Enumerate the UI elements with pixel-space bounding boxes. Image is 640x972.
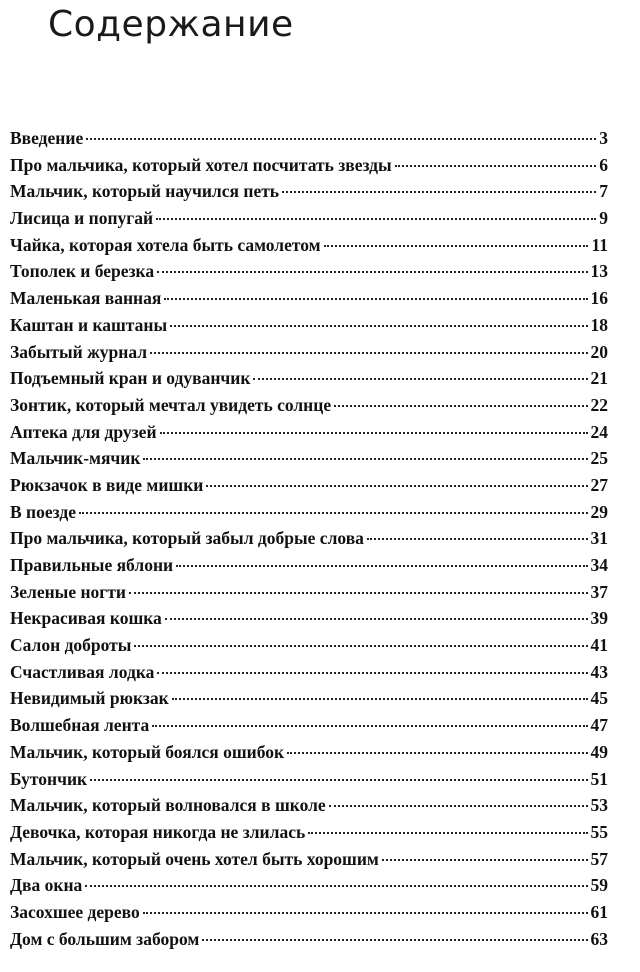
dot-leader	[308, 832, 587, 834]
toc-entry-title: Счастливая лодка	[10, 661, 155, 682]
dot-leader	[157, 271, 587, 273]
toc-entry-page-number: 53	[590, 795, 608, 816]
toc-entry	[10, 712, 608, 739]
toc-entry-title: Аптека для друзей	[10, 421, 157, 442]
toc-entry-title: Забытый журнал	[10, 341, 148, 362]
toc-entry-page-number: 9	[599, 208, 608, 229]
toc-entry-page-number: 3	[599, 128, 608, 148]
dot-leader	[86, 138, 596, 140]
toc-entry-page-number: 18	[590, 314, 608, 335]
toc-entry-title: Мальчик-мячик	[10, 448, 141, 469]
toc-entry-title: Введение	[10, 128, 84, 148]
toc-entry-title: Подъемный кран и одуванчик	[10, 368, 251, 389]
toc-entry-page-number: 34	[590, 555, 608, 575]
page-title: Содержание	[48, 4, 294, 45]
toc-entry-title: Волшебная лента	[10, 715, 150, 736]
toc-entry	[10, 365, 608, 392]
toc-entry-title: Маленькая ванная	[10, 288, 162, 309]
toc-entry-title: Бутончик	[10, 768, 88, 789]
toc-entry	[10, 472, 608, 499]
toc-entry-title: Мальчик, который очень хотел быть хорошим	[10, 848, 379, 869]
dot-leader	[282, 191, 596, 193]
toc-entry-page-number: 25	[590, 448, 608, 469]
dot-leader	[160, 432, 588, 434]
toc-entry	[10, 125, 608, 152]
toc-entry-title: Тополек и березка	[10, 261, 155, 282]
toc-entry	[10, 152, 608, 179]
dot-leader	[150, 352, 587, 354]
dot-leader	[90, 779, 587, 781]
toc-entry-title: Чайка, которая хотела быть самолетом	[10, 234, 321, 255]
dot-leader	[143, 912, 588, 914]
toc-entry-title: Про мальчика, который хотел посчитать звезды	[10, 154, 392, 175]
toc-entry-title: Мальчик, который научился петь	[10, 181, 280, 202]
toc-entry-title: Правильные яблони	[10, 555, 174, 575]
toc-entry-title: Про мальчика, который забыл добрые слова	[10, 528, 364, 549]
dot-leader	[324, 245, 589, 247]
table-of-contents	[10, 125, 608, 952]
dot-leader	[134, 645, 587, 647]
toc-entry-page-number: 37	[590, 581, 608, 602]
toc-entry-title: Мальчик, который боялся ошибок	[10, 741, 285, 762]
dot-leader	[334, 405, 587, 407]
dot-leader	[367, 538, 588, 540]
toc-entry-title: Мальчик, который волновался в школе	[10, 795, 326, 816]
toc-entry-title: Невидимый рюкзак	[10, 688, 169, 709]
toc-entry	[10, 899, 608, 926]
toc-entry-page-number: 51	[590, 768, 608, 789]
dot-leader	[165, 618, 588, 620]
toc-entry-page-number: 6	[599, 154, 608, 175]
dot-leader	[79, 512, 588, 514]
toc-entry	[10, 846, 608, 873]
toc-entry-title: Зонтик, который мечтал увидеть солнце	[10, 394, 332, 415]
dot-leader	[329, 805, 588, 807]
dot-leader	[172, 698, 588, 700]
dot-leader	[143, 458, 587, 460]
toc-entry	[10, 525, 608, 552]
toc-entry-page-number: 45	[590, 688, 608, 709]
toc-entry-page-number: 31	[590, 528, 608, 549]
toc-entry-page-number: 63	[590, 928, 608, 949]
toc-entry	[10, 685, 608, 712]
dot-leader	[382, 859, 588, 861]
toc-entry-title: Дом с большим забором	[10, 928, 200, 949]
toc-entry	[10, 659, 608, 686]
toc-entry	[10, 605, 608, 632]
toc-entry	[10, 872, 608, 899]
dot-leader	[157, 672, 587, 674]
dot-leader	[164, 298, 587, 300]
toc-entry-title: Два окна	[10, 875, 83, 896]
dot-leader	[152, 725, 587, 727]
toc-entry-page-number: 49	[590, 741, 608, 762]
toc-entry	[10, 792, 608, 819]
dot-leader	[202, 939, 587, 941]
toc-entry-page-number: 22	[590, 394, 608, 415]
toc-entry-page-number: 43	[590, 661, 608, 682]
toc-entry-title: Девочка, которая никогда не злилась	[10, 821, 306, 842]
toc-entry	[10, 579, 608, 606]
toc-entry-page-number: 47	[590, 715, 608, 736]
toc-entry	[10, 205, 608, 232]
toc-entry-title: Каштан и каштаны	[10, 314, 168, 335]
dot-leader	[395, 165, 597, 167]
toc-entry-page-number: 55	[590, 821, 608, 842]
toc-entry-title: Зеленые ногти	[10, 581, 126, 602]
toc-entry	[10, 285, 608, 312]
toc-entry-page-number: 21	[590, 368, 608, 389]
dot-leader	[287, 752, 587, 754]
toc-entry-page-number: 39	[590, 608, 608, 629]
toc-entry-page-number: 13	[590, 261, 608, 282]
toc-entry-title: В поезде	[10, 501, 76, 522]
toc-entry-page-number: 24	[590, 421, 608, 442]
dot-leader	[176, 565, 587, 567]
toc-entry	[10, 499, 608, 526]
toc-entry-title: Лисица и попугай	[10, 208, 154, 229]
toc-entry-page-number: 20	[590, 341, 608, 362]
dot-leader	[85, 885, 587, 887]
toc-entry-page-number: 61	[590, 901, 608, 922]
toc-entry-page-number: 29	[590, 501, 608, 522]
toc-entry-page-number: 59	[590, 875, 608, 896]
toc-entry-title: Рюкзачок в виде мишки	[10, 474, 204, 495]
toc-entry	[10, 819, 608, 846]
toc-entry	[10, 312, 608, 339]
toc-entry	[10, 178, 608, 205]
toc-entry-page-number: 57	[590, 848, 608, 869]
dot-leader	[253, 378, 587, 380]
toc-entry-title: Салон доброты	[10, 635, 132, 656]
toc-entry	[10, 766, 608, 793]
dot-leader	[129, 592, 588, 594]
toc-entry	[10, 232, 608, 259]
toc-entry-page-number: 16	[590, 288, 608, 309]
toc-entry	[10, 392, 608, 419]
dot-leader	[170, 325, 587, 327]
toc-entry	[10, 739, 608, 766]
toc-entry-page-number: 11	[591, 234, 608, 255]
toc-entry-title: Засохшее дерево	[10, 901, 140, 922]
toc-entry	[10, 926, 608, 953]
toc-entry	[10, 339, 608, 366]
toc-entry-page-number: 27	[590, 474, 608, 495]
toc-entry-page-number: 7	[599, 181, 608, 202]
toc-entry-title: Некрасивая кошка	[10, 608, 162, 629]
dot-leader	[156, 218, 596, 220]
toc-entry	[10, 632, 608, 659]
dot-leader	[206, 485, 587, 487]
toc-entry	[10, 445, 608, 472]
toc-entry	[10, 258, 608, 285]
toc-entry	[10, 419, 608, 446]
toc-entry-page-number: 41	[590, 635, 608, 656]
toc-entry	[10, 552, 608, 579]
